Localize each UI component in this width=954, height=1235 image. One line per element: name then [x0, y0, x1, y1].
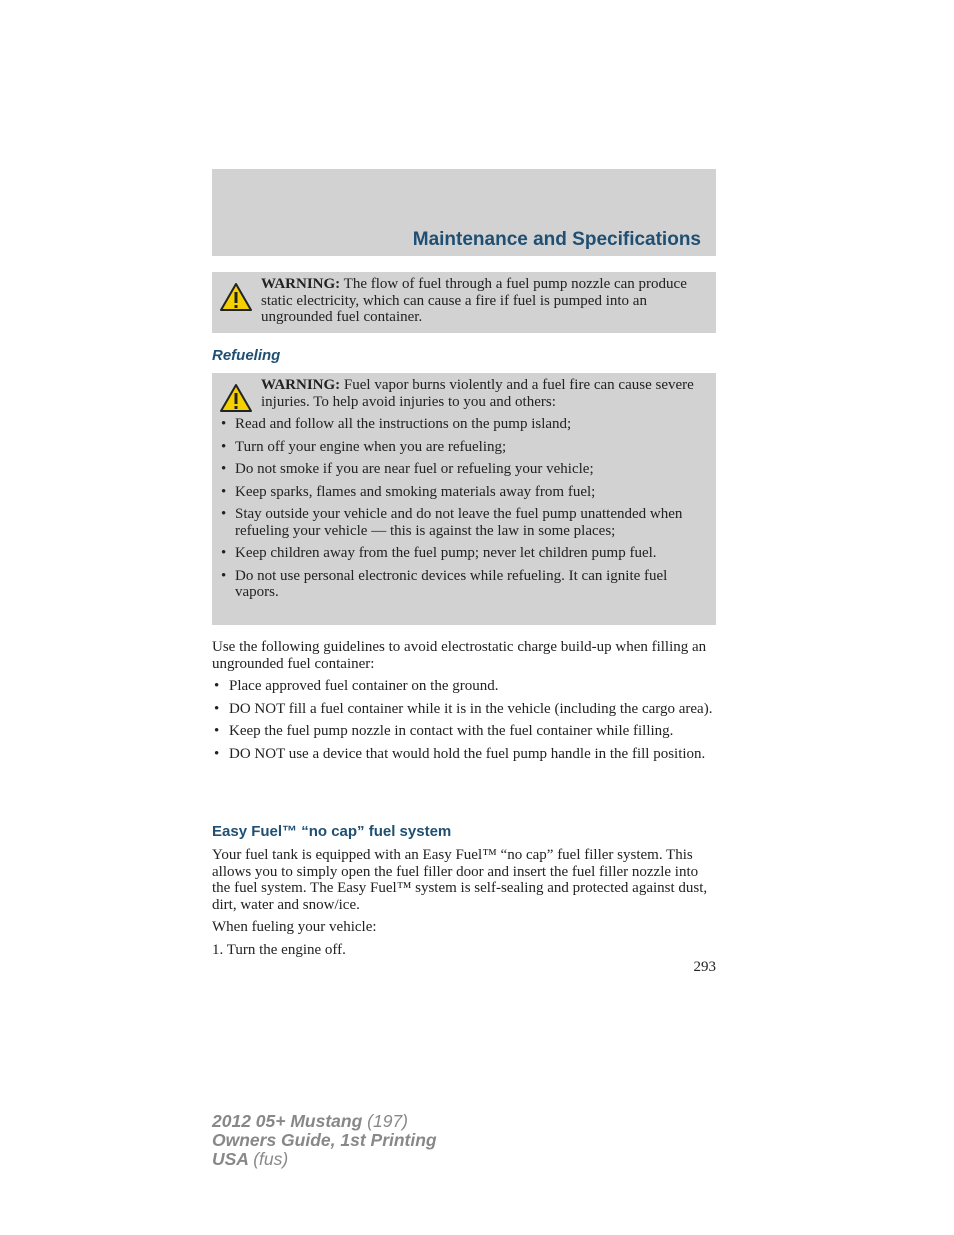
- guidelines-list: [212, 678, 716, 762]
- guidelines-section: [212, 639, 716, 762]
- step-1: 1. Turn the engine off.: [212, 941, 346, 958]
- list-item: • Keep sparks, flames and smoking materials away from fuel;: [219, 484, 710, 501]
- footer-model: 2012 05+ Mustang: [212, 1111, 363, 1131]
- section-heading-easy-fuel: Easy Fuel™ “no cap” fuel system: [212, 823, 452, 840]
- footer-model-code: (197): [367, 1111, 409, 1131]
- header-band: [212, 169, 716, 256]
- list-item: • Read and follow all the instructions on the pump island;: [219, 416, 710, 433]
- footer-region-code: (fus): [253, 1149, 289, 1169]
- warning-box-refueling: [212, 373, 716, 625]
- list-item: • Place approved fuel container on the ground.: [212, 678, 716, 695]
- document-footer: [212, 1112, 437, 1169]
- warning-text: [219, 377, 710, 410]
- warning-text: [219, 276, 710, 326]
- warning-label: WARNING:: [261, 377, 341, 393]
- list-item: • DO NOT use a device that would hold the fuel pump handle in the fill position.: [212, 746, 716, 763]
- warning-triangle-icon: [219, 282, 253, 312]
- warning-body: Fuel vapor burns violently and a fuel fire can cause severe injuries. To help avoid injuries to you and others:: [261, 377, 694, 410]
- list-item: • Keep the fuel pump nozzle in contact with the fuel container while filling.: [212, 723, 716, 740]
- warning-body: The flow of fuel through a fuel pump nozzle can produce static electricity, which can cause a fire if fuel is pumped into an ungrounded fuel container.: [261, 276, 687, 325]
- page-number: 293: [693, 959, 716, 975]
- warning-triangle-icon: [219, 383, 253, 413]
- when-fueling-text: When fueling your vehicle:: [212, 919, 377, 935]
- warning-label: WARNING:: [261, 276, 341, 292]
- page-title: Maintenance and Specifications: [412, 229, 701, 250]
- list-item: • Do not use personal electronic devices while refueling. It can ignite fuel vapors.: [219, 568, 710, 601]
- footer-region: USA: [212, 1149, 249, 1169]
- list-item: • DO NOT fill a fuel container while it is in the vehicle (including the cargo area).: [212, 701, 716, 718]
- easy-fuel-paragraph: Your fuel tank is equipped with an Easy Fuel™ “no cap” fuel filler system. This allows you to simply open the fuel filler door and insert the fuel filler nozzle into the fuel system. The Easy Fuel™ system is self-sealing and protected against dust, dirt, water and snow/ice.: [212, 847, 708, 913]
- list-item: • Stay outside your vehicle and do not leave the fuel pump unattended when refueling your vehicle — this is against the law in some places;: [219, 506, 710, 539]
- guidelines-intro: Use the following guidelines to avoid electrostatic charge build-up when filling an ungrounded fuel container:: [212, 639, 707, 672]
- list-item: • Keep children away from the fuel pump; never let children pump fuel.: [219, 545, 710, 562]
- warning-box-static: [212, 272, 716, 333]
- section-heading-refueling: Refueling: [212, 347, 281, 364]
- list-item: • Do not smoke if you are near fuel or refueling your vehicle;: [219, 461, 710, 478]
- footer-guide: Owners Guide, 1st Printing: [212, 1130, 437, 1150]
- refueling-list: [219, 416, 710, 601]
- easy-fuel-section: [212, 847, 716, 958]
- list-item: • Turn off your engine when you are refueling;: [219, 439, 710, 456]
